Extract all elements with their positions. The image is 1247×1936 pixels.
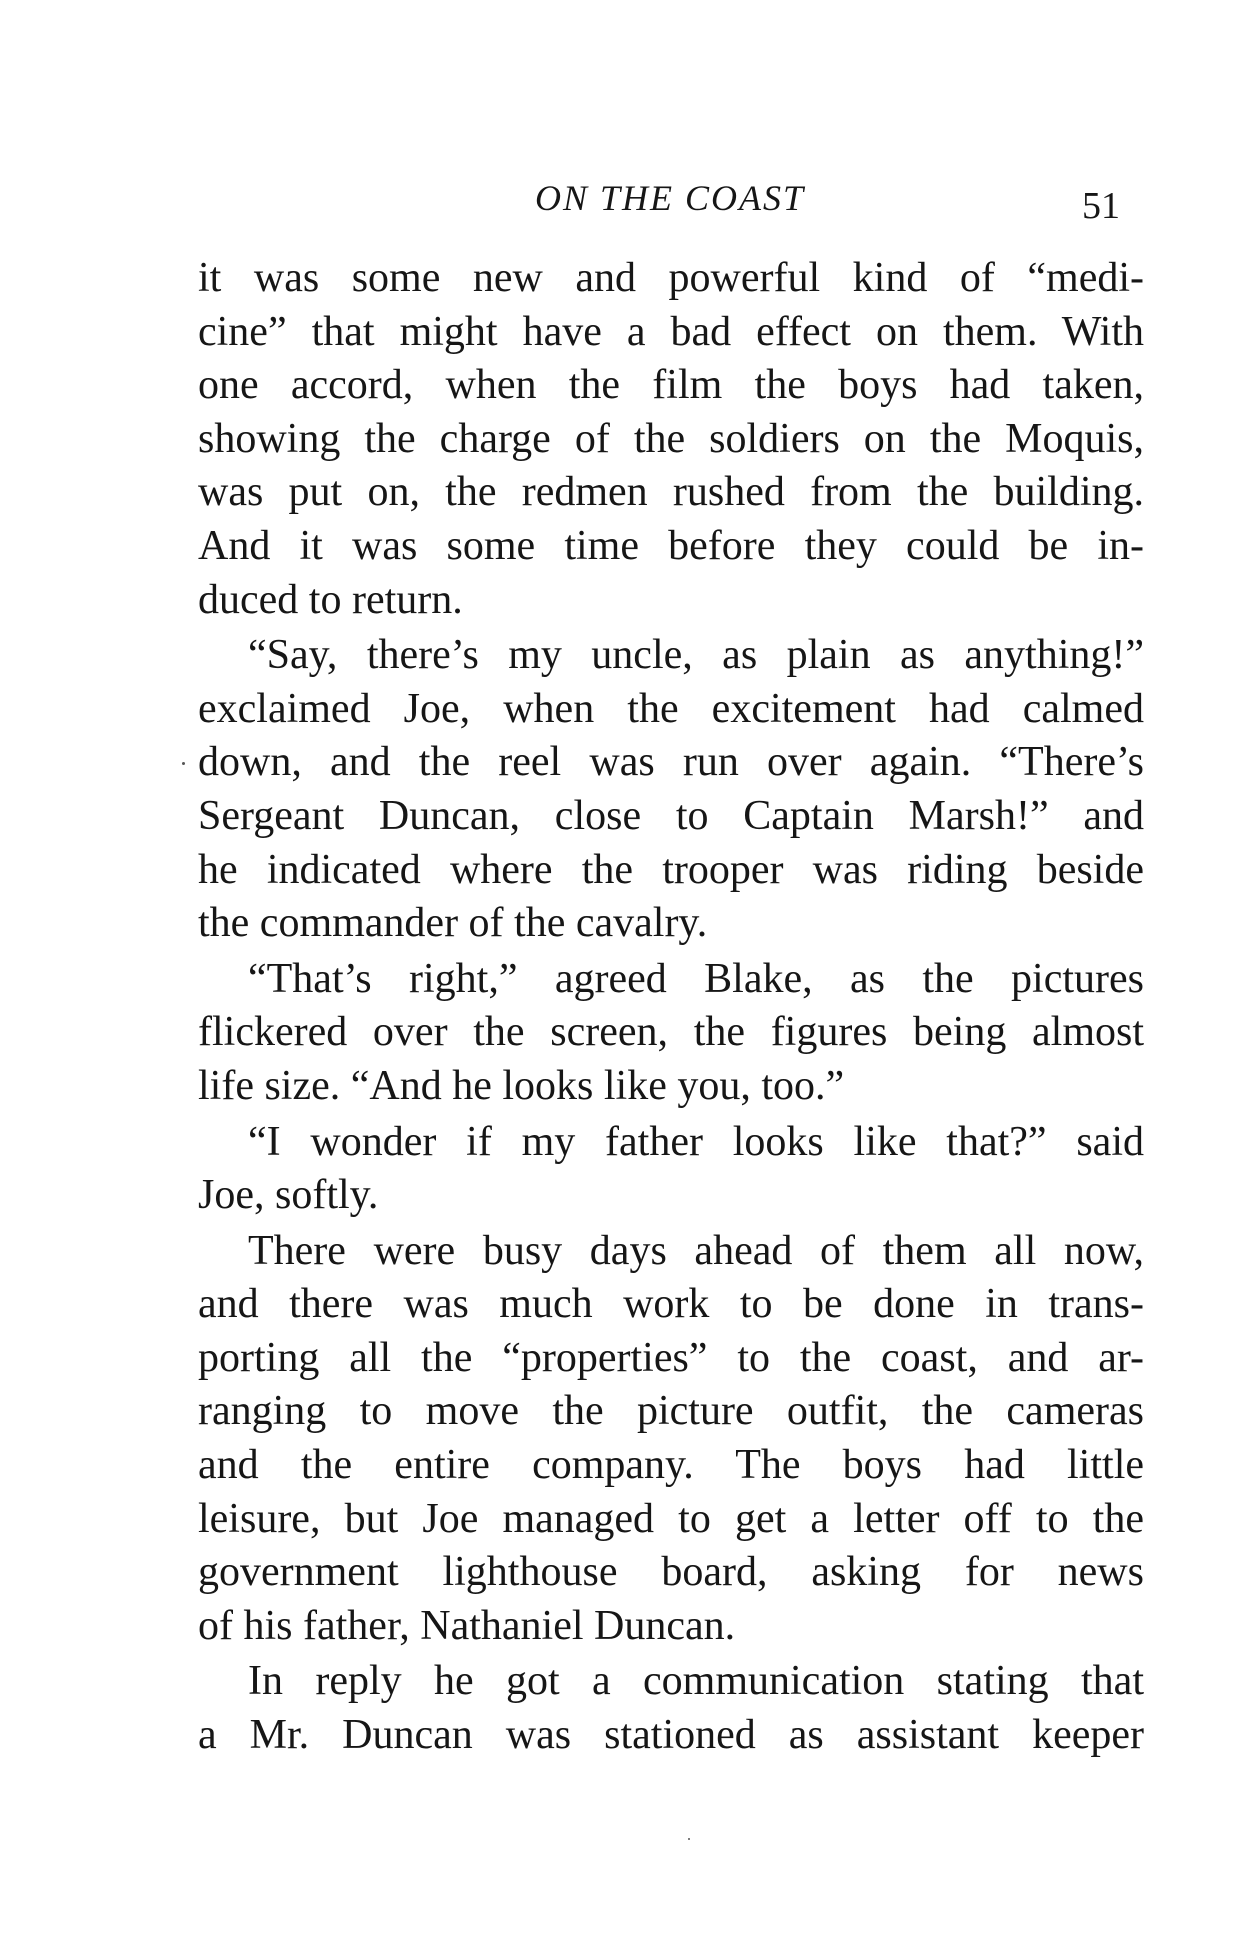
body-text — [198, 252, 1144, 1763]
text-line: it was some new and powerful kind of “medi- — [198, 255, 1144, 301]
text-line: the commander of the cavalry. — [198, 900, 708, 947]
text-line: government lighthouse board, asking for news — [198, 1549, 1144, 1596]
text-line: cine” that might have a bad effect on them. With — [198, 308, 1144, 355]
text-line: of his father, Nathaniel Duncan. — [198, 1602, 736, 1649]
text-line: one accord, when the film the boys had taken, — [198, 362, 1144, 409]
text-line: ranging to move the picture outfit, the cameras — [198, 1388, 1144, 1435]
text-line: down, and the reel was run over again. “There’s — [198, 739, 1144, 786]
text-line: “Say, there’s my uncle, as plain as anything!” — [248, 632, 1144, 679]
text-line: duced to return. — [198, 576, 463, 623]
print-speck — [688, 1838, 690, 1840]
text-line: showing the charge of the soldiers on the Moquis, — [198, 415, 1144, 462]
text-line: and there was much work to be done in trans- — [198, 1281, 1144, 1328]
text-line: Sergeant Duncan, close to Captain Marsh!” and — [198, 792, 1144, 839]
text-line: flickered over the screen, the figures being almost — [198, 1009, 1144, 1056]
text-line: “That’s right,” agreed Blake, as the pictures — [248, 955, 1144, 1002]
text-line: exclaimed Joe, when the excitement had calmed — [198, 685, 1144, 732]
text-line: There were busy days ahead of them all now, — [248, 1227, 1144, 1274]
text-line: Joe, softly. — [198, 1172, 379, 1219]
text-line: and the entire company. The boys had little — [198, 1442, 1144, 1489]
page-number: 51 — [1082, 185, 1120, 227]
text-line: was put on, the redmen rushed from the building. — [198, 469, 1144, 516]
text-line: he indicated where the trooper was riding beside — [198, 846, 1144, 893]
text-line: a Mr. Duncan was stationed as assistant keeper — [198, 1712, 1144, 1759]
text-line: In reply he got a communication stating that — [248, 1658, 1144, 1705]
text-line: porting all the “properties” to the coast, and ar- — [198, 1334, 1144, 1381]
print-speck — [182, 762, 185, 765]
text-line: And it was some time before they could be in- — [198, 522, 1144, 569]
text-line: “I wonder if my father looks like that?” said — [248, 1118, 1144, 1165]
text-line: leisure, but Joe managed to get a letter off to the — [198, 1495, 1144, 1542]
running-head-title: ON THE COAST — [534, 178, 806, 218]
text-line: life size. “And he looks like you, too.” — [198, 1062, 845, 1109]
